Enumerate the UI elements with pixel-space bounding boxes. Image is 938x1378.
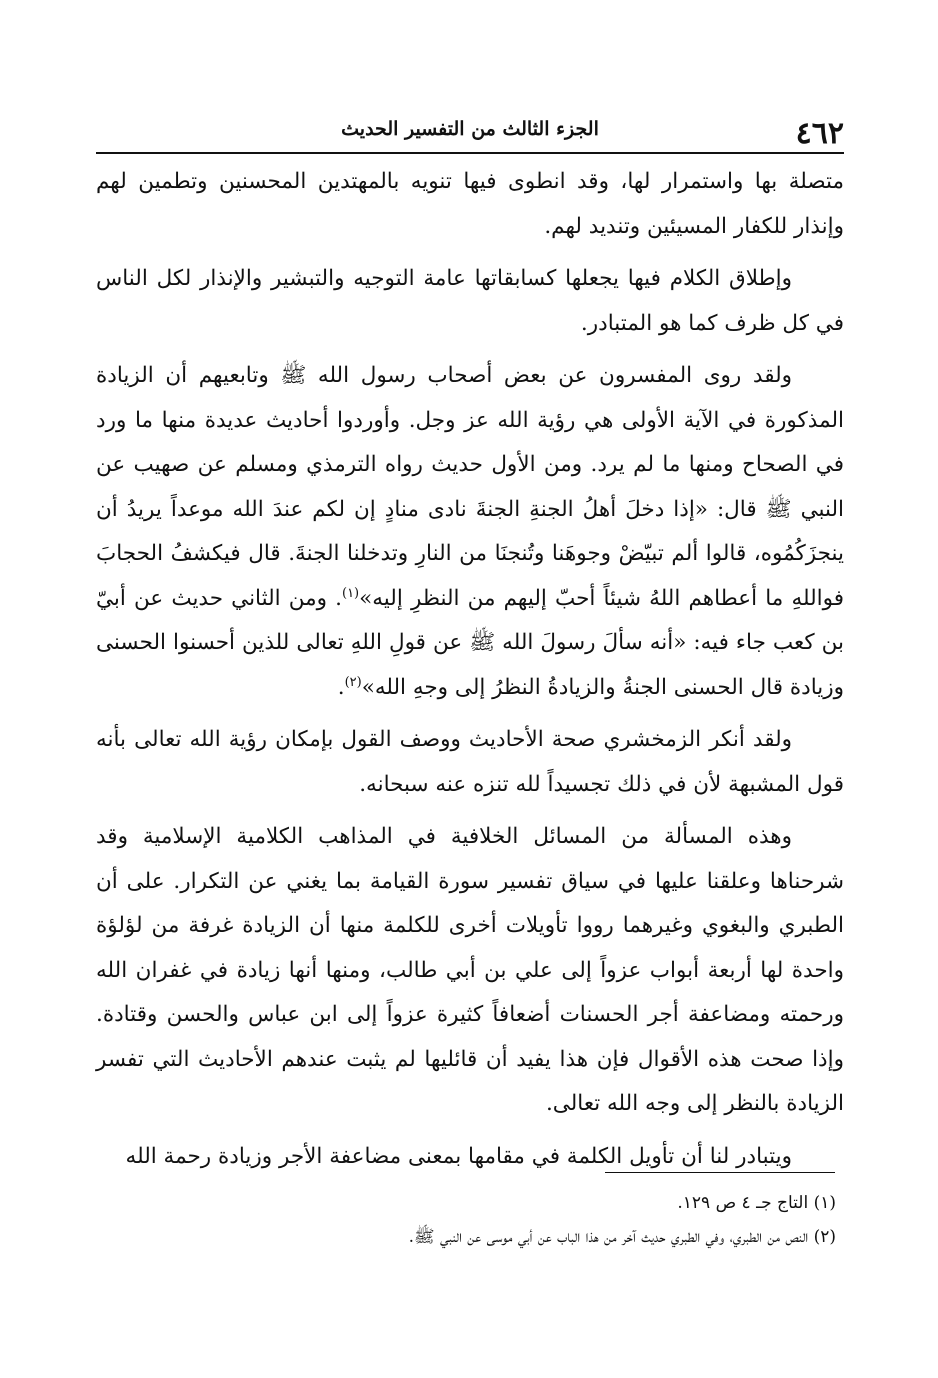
header-rule [96, 152, 844, 154]
paragraph [96, 354, 844, 710]
paragraph-text: . [337, 674, 345, 700]
footnote-reference: (٢) [344, 674, 362, 690]
page-header [96, 110, 844, 152]
paragraph [96, 815, 844, 1127]
paragraph-text: ويتبادر لنا أن تأويل الكلمة في مقامها بمعنى مضاعفة الأجر وزيادة رحمة الله [125, 1143, 792, 1169]
paragraph [96, 257, 844, 346]
page-number: ٤٦٢ [795, 116, 844, 151]
paragraph-text: متصلة بها واستمرار لها، وقد انطوى فيها تنويه بالمهتدين المحسنين وتطمين لهم وإنذار للكفار المسيئين وتنديد لهم. [96, 169, 844, 239]
paragraph-text: وهذه المسألة من المسائل الخلافية في المذاهب الكلامية الإسلامية وقد شرحناها وعلقنا عليها في سياق تفسير سورة القيامة بما يغني عن التكرار. على أن الطبري والبغوي وغيرهما رووا تأويلات أخرى للكلمة منها أن الزيادة غرفة من لؤلؤة واحدة لها أربعة أبواب عزواً إلى علي بن أبي طالب، ومنها أنها زيادة في غفران الله ورحمته ومضاعفة أجر الحسنات أضعافاً كثيرة عزواً إلى ابن عباس والحسن وقتادة. وإذا صحت هذه الأقوال فإن هذا يفيد أن قائليها لم يثبت عندهم الأحاديث التي تفسر الزيادة بالنظر إلى وجه الله تعالى. [96, 824, 844, 1116]
footnotes [96, 1186, 836, 1254]
running-title: الجزء الثالث من التفسير الحديث [341, 118, 599, 140]
paragraph [96, 718, 844, 807]
footnote: (١) التاج جـ ٤ ص ١٢٩. [677, 1193, 836, 1213]
paragraph-text: ولقد أنكر الزمخشري صحة الأحاديث ووصف القول بإمكان رؤية الله تعالى بأنه قول المشبهة لأن في ذلك تجسيداً لله تنزه عنه سبحانه. [96, 727, 844, 797]
footnote-reference: (١) [341, 585, 360, 601]
paragraph-text: وإطلاق الكلام فيها يجعلها كسابقاتها عامة التوجيه والتبشير والإنذار لكل الناس في كل ظرف كما هو المتبادر. [96, 266, 844, 336]
paragraph [96, 160, 844, 249]
paragraph-text: . ومن الثاني حديث عن أبيّ بن كعب جاء فيه: «أنه سألَ رسولَ الله ﷺ عن قولِ اللهِ تعالى للذين أحسنوا الحسنى وزيادة قال الحسنى الجنةُ والزيادةُ النظرُ إلى وجهِ الله» [96, 585, 844, 700]
main-text [96, 160, 844, 1187]
paragraph-text: ولقد روى المفسرون عن بعض أصحاب رسول الله ﷺ وتابعيهم أن الزيادة المذكورة في الآية الأولى هي رؤية الله عز وجل. وأوردوا أحاديث عديدة منها ما ورد في الصحاح ومنها ما لم يرد. ومن الأول حديث رواه الترمذي ومسلم عن صهيب عن النبي ﷺ قال: «إذا دخلَ أهلُ الجنةِ الجنةَ نادى منادٍ إن لكم عندَ الله موعداً يريدُ أن ينجزَكُمُوه، قالوا ألم تبيّضْ وجوهَنا وتُنجنَا من النارِ وتدخلنا الجنةَ. قال فيكشفُ الحجابَ فواللهِ ما أعطاهم اللهُ شيئاً أحبّ إليهم من النظرِ إليه» [96, 363, 844, 611]
footnote-rule [605, 1172, 835, 1173]
footnote: (٢) النص من الطبري، وفي الطبري حديث آخر من هذا الباب عن أبي موسى عن النبي ﷺ. [408, 1227, 836, 1247]
